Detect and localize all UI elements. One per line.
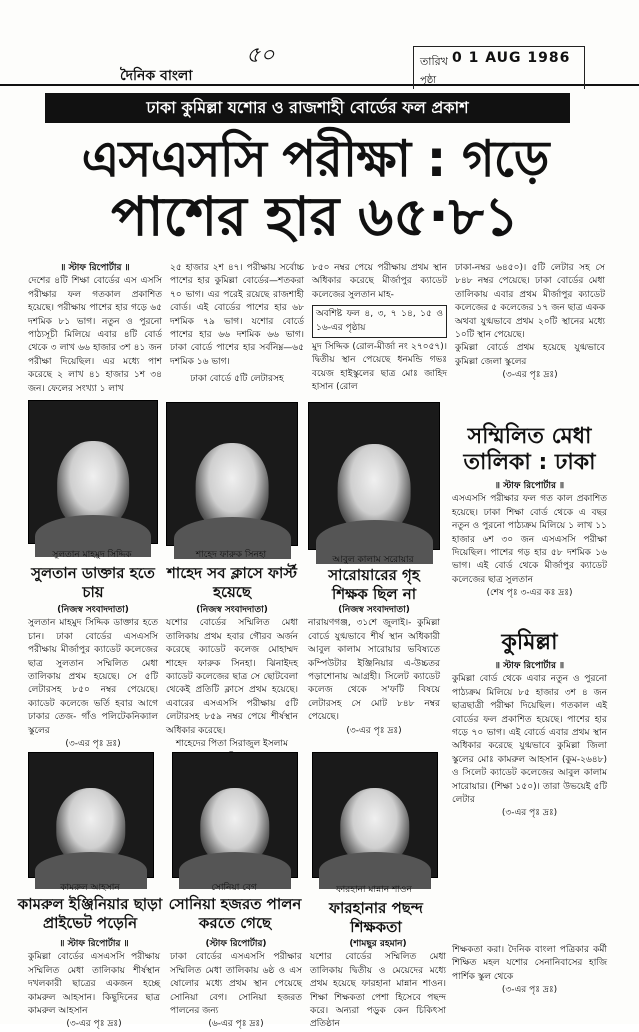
continued-sarowar: (৩-এর পৃঃ দ্রঃ) bbox=[346, 725, 402, 736]
date-label: তারিখ bbox=[420, 55, 448, 68]
caption-kamrul: কামরুল আহসান bbox=[60, 883, 120, 893]
lead-col4-continued: (৩-এর পৃঃ দ্রঃ) bbox=[502, 370, 558, 381]
date-value: 0 1 AUG 1986 bbox=[452, 50, 571, 66]
lead-column-1 bbox=[28, 262, 162, 396]
byline-kamrul: ॥ স্টাফ রিপোর্টার ॥ bbox=[59, 939, 129, 949]
subhead-sarowar: সারোয়ারের গৃহ শিক্ষক ছিল না bbox=[328, 566, 420, 603]
lead-col2-text: ২৫ হাজার ২শ ৪৭। পরীক্ষায় সর্বোচ্চ পাশের হার কুমিল্লা বোর্ডের—শতকরা ৭০ ভাগ। এর পরেই রয়েছে রাজশাহী বোর্ড। এই বোর্ডের পাশের হার ৬৮ দশমিক ৭৯ ভাগ। যশোর বোর্ডে পাশের হার ৬৬ দশমিক ৬৬ ভাগ। ঢাকা বোর্ডে পাশের হার সর্বনিম্ন—৬৫ দশমিক ১৬ ভাগ। bbox=[170, 263, 304, 367]
merit-list-title: সম্মিলিত মেধা তালিকা : ঢাকা bbox=[463, 424, 596, 475]
page-label: পৃষ্ঠা bbox=[420, 75, 437, 86]
story-right-bottom bbox=[452, 944, 607, 998]
subhead-sultan: সুলতান ডাক্তার হতে চায় bbox=[31, 564, 155, 601]
caption-shahed: শাহেদ ফারুক সিনহা bbox=[195, 550, 267, 560]
merit-continued: (শেষ পৃঃ ৩-এর কঃ দ্রঃ) bbox=[486, 588, 573, 599]
headline-line-2: পাশের হার ৬৫·৮১ bbox=[111, 185, 519, 248]
photo-shahed bbox=[166, 402, 298, 546]
lead-column-4 bbox=[455, 262, 605, 383]
body-shahed: যশোর বোর্ডের সম্মিলিত মেধা তালিকায় প্রথম হবার গৌরব অর্জন করেছে ক্যাডেট কলেজ মোহাম্মদ শাহেদ ফারুক সিনহা। ঝিনাইদহ ক্যাডেট কলেজের ছাত্র সে ছোটবেলা থেকেই প্রতিটি ক্লাসে প্রথম হয়েছে। এবারের এসএসসি পরীক্ষায় ৫টি লেটারসহ ৮৫৯ নম্বর পেয়ে শীর্ষস্থান অধিকার করেছে। bbox=[166, 618, 298, 736]
merit-list-story bbox=[452, 480, 607, 601]
photo-sarowar bbox=[308, 402, 440, 550]
story-kamrul bbox=[28, 938, 160, 1032]
headline-line-1: এসএসসি পরীক্ষা : গড়ে bbox=[81, 130, 549, 188]
caption-sultan: সুলতান মাহমুদ সিদ্দিক bbox=[52, 550, 132, 560]
comilla-body: কুমিল্লা বোর্ড থেকে এবার নতুন ও পুরনো পাঠ্যক্রম মিলিয়ে ৮৫ হাজার ৩শ ৪ জন ছাত্রছাত্রী পরীক্ষা দিয়েছিল। গতকাল এই বোর্ডের ফল প্রকাশিত হয়েছে। পাশের হার গড়ে ৭০ ভাগ। এই বোর্ডে এবার প্রথম স্থান অধিকার করেছে যুগ্মভাবে কুমিল্লা জিলা স্কুলের মোঃ কামরুল আহসান (কুম-২৬৪৮) ও সিলেট ক্যাডেট কলেজের আবুল কালাম সারোয়ার। (শিক্ষা ১৫০)। তারা উভয়েই ৫টি লেটার bbox=[452, 674, 607, 806]
byline-sarowar: (নিজস্ব সংবাদদাতা) bbox=[338, 605, 410, 615]
byline-sultan: (নিজস্ব সংবাদদাতা) bbox=[57, 605, 129, 615]
subhead-farhana: ফারহানার পছন্দ শিক্ষকতা bbox=[329, 899, 423, 936]
body-kamrul: কুমিল্লা বোর্ডের এসএসসি পরীক্ষায় সম্মিলিত মেধা তালিকায় শীর্ষস্থান দখলকারী ছাত্রের একজন হচ্ছে কামরুল আহসান। কিছুদিনের ছাত্র কামরুল আহসান bbox=[28, 952, 160, 1017]
continued-box: অবশিষ্ট ফল ৪, ৩, ৭ ১৪, ১৫ ও ১৬-এর পৃষ্ঠায় bbox=[312, 305, 447, 338]
comilla-story bbox=[452, 660, 607, 821]
body-sonia: ঢাকা বোর্ডের এসএসসি পরীক্ষার সম্মিলিত মেধা তালিকায় ৬ষ্ঠ ও এস ষোলোর মধ্যে প্রথম স্থান পেয়েছে সোনিয়া বেগ। সোনিয়া হজরত পালনের জন্য bbox=[170, 952, 302, 1017]
date-stamp bbox=[413, 46, 585, 89]
story-farhana bbox=[310, 938, 446, 1032]
lead-col4b-text: কুমিল্লা বোর্ডে প্রথম হয়েছে যুগ্মভাবে কুমিল্লা জেলা স্কুলের bbox=[455, 343, 605, 367]
handwritten-number: ৫০ bbox=[246, 43, 275, 68]
caption-farhana: ফারহানা মান্নান শাওন bbox=[336, 885, 412, 895]
right-bottom-continued: (৩-এর পৃঃ দ্রঃ) bbox=[501, 985, 558, 996]
lead-column-2 bbox=[170, 262, 304, 387]
subhead-kamrul: কামরুল ইঞ্জিনিয়ার ছাড়া প্রাইভেট পড়েনি bbox=[17, 895, 163, 932]
comilla-continued: (৩-এর পৃঃ দ্রঃ) bbox=[501, 808, 558, 819]
merit-body: এসএসসি পরীক্ষার ফল গত কাল প্রকাশিত হয়েছে। ঢাকা শিক্ষা বোর্ড থেকে এ বছর নতুন ও পুরনো পাঠ্যক্রম মিলিয়ে ১ লাখ ১১ হাজার ৬শ ৩০ জন এসএসসি পরীক্ষা দিয়েছিল। পাশের গড় হার ৫৮ দশমিক ১৬ ভাগ। এই বোর্ড থেকে মীর্জাপুর ক্যাডেট কলেজের ছাত্র সুলতান bbox=[452, 494, 607, 585]
byline-farhana: (শামছুর রহমান) bbox=[349, 939, 407, 949]
merit-byline: ॥ স্টাফ রিপোর্টার ॥ bbox=[494, 481, 565, 491]
comilla-byline: ॥ স্টাফ রিপোর্টার ॥ bbox=[494, 661, 565, 671]
kicker-banner: ঢাকা কুমিল্লা যশোর ও রাজশাহী বোর্ডের ফল প্রকাশ bbox=[45, 93, 570, 123]
letter-note: ঢাকা বোর্ডে ৫টি লেটারসহ bbox=[190, 374, 284, 385]
body-farhana: যশোর বোর্ডের সম্মিলিত মেধা তালিকায় দ্বিতীয় ও মেয়েদের মধ্যে প্রথম হয়েছে ফারহানা মান্নান শাওন। শিক্ষা শিক্ষকতা পেশা হিসেবে পছন্দ করে। অন্যরা পড়ুক কেন চিকিৎসা প্রতিষ্ঠান bbox=[310, 952, 446, 1030]
lead-col1-text: দেশের ৪টি শিক্ষা বোর্ডের এস এসসি পরীক্ষার ফল গতকাল প্রকাশিত হয়েছে। পরীক্ষায় পাশের হার গড়ে ৬৫ দশমিক ৮১ ভাগ। নতুন ও পুরনো পাঠ্যসূচী মিলিয়ে এবার ৪টি বোর্ড থেকে ৩ লাখ ৬৬ হাজার ৩শ ৪১ জন পরীক্ষা দিয়েছিল। এর মধ্যে পাশ করেছে ২ লাখ ৪১ হাজার ১শ ৩৪ জন। ফেলের সংখ্যা ১ লাখ bbox=[28, 276, 162, 394]
comilla-title: কুমিল্লা bbox=[501, 630, 558, 655]
photo-kamrul bbox=[28, 752, 154, 878]
caption-sarowar: আবুল কালাম সরোয়ার bbox=[332, 555, 414, 565]
right-bottom-text: শিক্ষকতা করা। দৈনিক বাংলা পত্রিকার কর্মী শিক্ষিত মহল যশোর সেনানিবাসের হাজি পার্শিক স্কুল থেকে bbox=[452, 945, 607, 982]
photo-farhana bbox=[312, 752, 438, 878]
lead-column-3 bbox=[312, 262, 447, 395]
continued-sultan: (৩-এর পৃঃ দ্রঃ) bbox=[65, 739, 121, 750]
sign-shahed: শাহেদের পিতা সিরাজুল ইসলাম bbox=[176, 739, 288, 750]
story-sarowar bbox=[308, 604, 440, 738]
body-sultan: সুলতান মাহমুদ সিদ্দিক ডাক্তার হতে চান। ঢাকা বোর্ডের এসএসসি পরীক্ষায় মীর্জাপুর ক্যাডেট কলেজের ছাত্র সুলতান সম্মিলিত মেধা তালিকায় প্রথম হয়েছে। সে ৫টি লেটারসহ ৮৫০ নম্বর পেয়েছে। ক্যাডেট কলেজে ভর্তি হবার আগে ঢাকার তেজ- গাঁও পলিটেকনিক্যাল স্কুলের bbox=[28, 618, 158, 736]
continued-kamrul: (৩-এর পৃঃ দ্রঃ) bbox=[66, 1019, 122, 1030]
subhead-sonia: সোনিয়া হজরত পালন করতে গেছে bbox=[168, 895, 302, 932]
byline-sonia: (স্টাফ রিপোর্টার) bbox=[205, 939, 267, 949]
continued-sonia: (৬-এর পৃঃ দ্রঃ) bbox=[208, 1019, 264, 1030]
body-sarowar: নারায়ণগঞ্জ, ৩১শে জুলাই।- কুমিল্লা বোর্ডে যুগ্মভাবে শীর্ষ স্থান অধিকারী আবুল কালাম সারোয়ার ভবিষ্যতে কম্পিউটার ইঞ্জিনিয়ার এ-উচ্চতর পড়াশোনায় আগ্রহী। সিলেট ক্যাডেট কলেজ থেকে স'ফটি বিষয়ে লেটারসহ সে মোট ৮৪৮ নম্বর পেয়েছে। bbox=[308, 618, 440, 723]
lead-byline: ॥ স্টাফ রিপোর্টার ॥ bbox=[60, 263, 130, 273]
photo-sultan bbox=[28, 400, 158, 544]
story-sonia bbox=[170, 938, 302, 1032]
lead-col4-text: ঢাকা-নম্বর ৬৪৫০)। ৫টি লেটার সহ সে ৮৪৮ নম্বর পেয়েছে। ঢাকা বোর্ডের মেধা তালিকায় এবার প্রথম মীর্জাপুর ক্যাডেট কলেজের ৫ কলেজের ১৭ জন ছাত্র একক অথবা যুগ্মভাবে প্রথম ২০টি স্থানের মধ্যে ১০টি স্থান পেয়েছে। bbox=[455, 263, 605, 341]
paper-name: দৈনিক বাংলা bbox=[120, 68, 193, 84]
byline-shahed: (নিজস্ব সংবাদদাতা) bbox=[196, 605, 268, 615]
lead-col3-text: ৮৫০ নম্বর পেয়ে পরীক্ষায় প্রথম স্থান অধিকার করেছে মীর্জাপুর ক্যাডেট কলেজের সুলতান মাহ- bbox=[312, 263, 447, 300]
lead-col3b-text: মুদ সিদ্দিক (রোল-মীর্জা নং ২৭০৫৭)। দ্বিতীয় স্থান পেয়েছে ধনমন্ডি গভঃ বয়েজ হাইস্কুলের ছাত্র মোঃ জাহিদ হাসান (রোল bbox=[312, 342, 447, 393]
photo-sonia bbox=[172, 752, 298, 878]
subhead-shahed: শাহেদ সব ক্লাসে ফার্স্ট হয়েছে bbox=[167, 564, 297, 601]
caption-sonia: সোনিয়া বেগ bbox=[211, 883, 257, 893]
story-sultan bbox=[28, 604, 158, 751]
